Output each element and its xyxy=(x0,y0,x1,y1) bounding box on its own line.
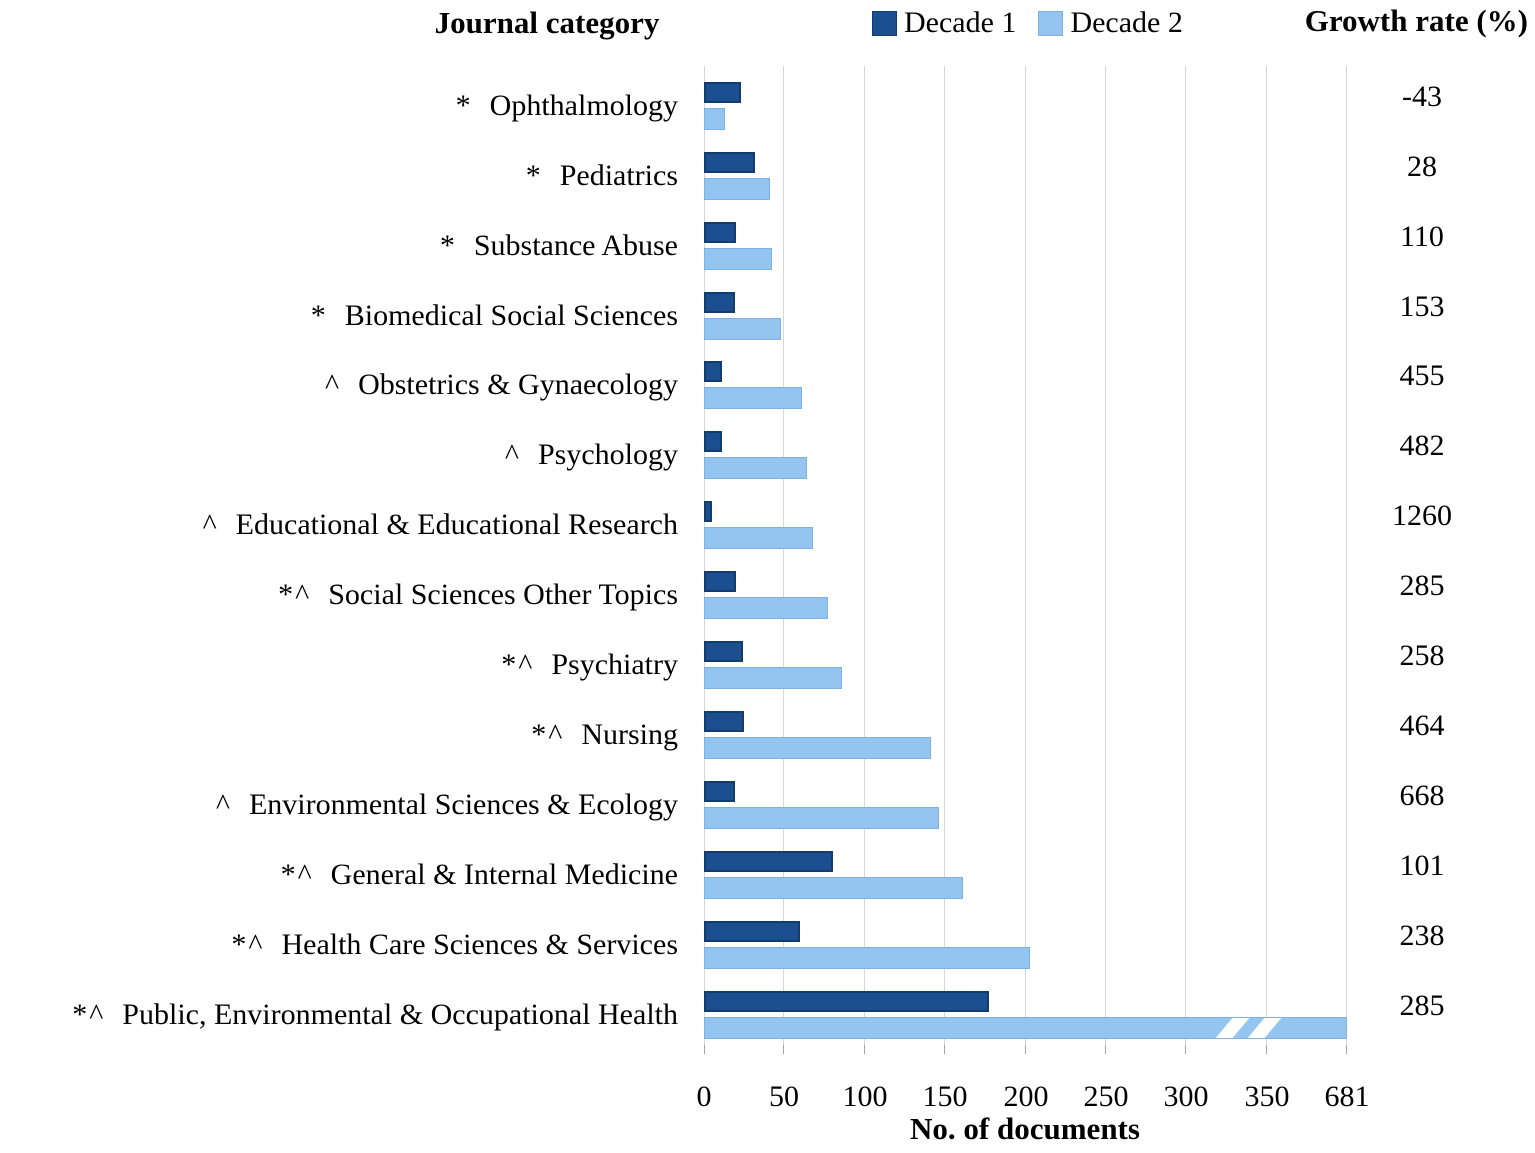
bar-decade1 xyxy=(704,501,712,522)
axis-tick xyxy=(783,1045,784,1054)
gridline xyxy=(1105,66,1106,1045)
axis-tick xyxy=(864,1045,865,1054)
bar-decade2 xyxy=(704,248,772,270)
growth-rate-value: 455 xyxy=(1399,359,1445,393)
category-name: Biomedical Social Sciences xyxy=(344,298,678,332)
bar-decade2 xyxy=(704,1017,1347,1039)
axis-tick xyxy=(1346,1045,1347,1054)
gridline xyxy=(1025,66,1026,1045)
growth-rate-value: 238 xyxy=(1399,918,1445,952)
category-symbol: * xyxy=(525,158,543,192)
category-label xyxy=(0,367,678,403)
category-symbol: * xyxy=(455,88,473,122)
bar-decade1 xyxy=(704,292,735,313)
gridline xyxy=(1266,66,1267,1045)
plot-area xyxy=(704,66,1347,1045)
category-symbol: ^ xyxy=(202,508,219,542)
growth-rate-value: 482 xyxy=(1399,429,1445,463)
category-name: Educational & Educational Research xyxy=(235,508,678,542)
category-symbol: *^ xyxy=(280,857,314,891)
bar-decade2 xyxy=(704,527,813,549)
category-symbol: *^ xyxy=(72,997,106,1031)
axis-tick xyxy=(944,1045,945,1054)
decade2-swatch-icon xyxy=(1038,11,1063,36)
bar-decade2 xyxy=(704,318,781,340)
category-symbol: *^ xyxy=(501,648,535,682)
chart-legend xyxy=(872,7,1183,39)
axis-tick xyxy=(1025,1045,1026,1054)
bar-decade2 xyxy=(704,108,725,130)
column-header-growth-rate: Growth rate (%) xyxy=(1304,3,1528,38)
axis-tick xyxy=(704,1045,705,1054)
category-name: Health Care Sciences & Services xyxy=(281,927,678,961)
bar-decade1 xyxy=(704,921,800,942)
category-symbol: *^ xyxy=(278,578,312,612)
category-label xyxy=(0,717,678,753)
category-symbol: * xyxy=(310,298,328,332)
x-tick-label: 250 xyxy=(1083,1080,1129,1113)
bar-decade2 xyxy=(704,457,807,479)
x-tick-label: 200 xyxy=(1003,1080,1049,1113)
category-label xyxy=(0,228,678,264)
growth-rate-value: 1260 xyxy=(1392,499,1452,533)
category-name: Ophthalmology xyxy=(489,88,678,122)
axis-tick xyxy=(1266,1045,1267,1054)
category-label xyxy=(0,787,678,823)
growth-rate-value: 28 xyxy=(1407,149,1437,183)
x-tick-label: 0 xyxy=(696,1080,712,1113)
growth-rate-value: 110 xyxy=(1400,219,1444,253)
category-name: Nursing xyxy=(581,718,678,752)
growth-rate-value: 153 xyxy=(1399,289,1445,323)
category-symbol: *^ xyxy=(531,718,565,752)
gridline xyxy=(1185,66,1186,1045)
category-name: Environmental Sciences & Ecology xyxy=(248,788,678,821)
legend-item-decade1 xyxy=(872,7,1016,39)
category-symbol: ^ xyxy=(325,368,342,402)
axis-tick xyxy=(1185,1045,1186,1054)
category-label xyxy=(0,88,678,124)
category-label xyxy=(0,647,678,683)
growth-rate-value: 285 xyxy=(1399,988,1445,1022)
bar-decade2 xyxy=(704,877,963,899)
x-tick-label: 100 xyxy=(842,1080,888,1113)
bar-decade2 xyxy=(704,737,931,759)
legend-item-decade2 xyxy=(1038,7,1182,39)
growth-rate-value: 668 xyxy=(1399,779,1445,812)
category-label xyxy=(0,857,678,893)
bar-decade2 xyxy=(704,387,802,409)
category-label xyxy=(0,997,678,1033)
category-name: Pediatrics xyxy=(559,158,678,192)
category-name: Public, Environmental & Occupational Health xyxy=(122,997,678,1031)
category-name: Psychology xyxy=(537,438,678,472)
x-tick-label: 350 xyxy=(1244,1080,1290,1113)
legend-label-decade2: Decade 2 xyxy=(1070,6,1183,39)
growth-rate-value: 258 xyxy=(1399,639,1445,673)
category-symbol: ^ xyxy=(504,438,521,472)
decade1-swatch-icon xyxy=(872,11,897,36)
x-tick-label: 300 xyxy=(1163,1080,1209,1113)
x-tick-label: 681 xyxy=(1324,1080,1370,1113)
bar-decade1 xyxy=(704,851,833,872)
bar-decade1 xyxy=(704,431,722,452)
category-label xyxy=(0,927,678,963)
bar-decade2 xyxy=(704,667,842,689)
column-header-journal-category: Journal category xyxy=(434,5,660,40)
category-name: General & Internal Medicine xyxy=(330,857,678,891)
category-label xyxy=(0,158,678,194)
axis-break-mark xyxy=(1215,1017,1251,1039)
bar-decade1 xyxy=(704,361,722,382)
growth-rate-value: 464 xyxy=(1399,709,1445,743)
axis-tick xyxy=(1105,1045,1106,1054)
bar-decade1 xyxy=(704,82,741,103)
bar-decade2 xyxy=(704,807,939,829)
category-label xyxy=(0,437,678,473)
category-symbol: * xyxy=(439,228,457,262)
category-name: Psychiatry xyxy=(551,648,678,682)
growth-rate-value: 285 xyxy=(1399,569,1445,603)
category-name: Substance Abuse xyxy=(473,228,678,262)
x-axis-title: No. of documents xyxy=(910,1111,1140,1146)
growth-rate-value: 101 xyxy=(1399,848,1445,882)
legend-label-decade1: Decade 1 xyxy=(904,6,1017,39)
bar-decade1 xyxy=(704,711,744,732)
category-name: Social Sciences Other Topics xyxy=(328,578,678,612)
bar-decade1 xyxy=(704,991,989,1012)
category-label xyxy=(0,298,678,334)
bar-decade1 xyxy=(704,641,743,662)
category-symbol: *^ xyxy=(231,927,265,961)
category-symbol: ^ xyxy=(215,788,232,821)
bar-decade2 xyxy=(704,947,1030,969)
bar-decade1 xyxy=(704,571,736,592)
bar-decade1 xyxy=(704,781,735,802)
axis-break-mark xyxy=(1247,1017,1283,1039)
category-name: Obstetrics & Gynaecology xyxy=(358,368,678,402)
bar-decade1 xyxy=(704,152,755,173)
bar-decade2 xyxy=(704,178,770,200)
gridline xyxy=(1346,66,1347,1045)
category-label xyxy=(0,577,678,613)
bar-decade2 xyxy=(704,597,828,619)
category-label xyxy=(0,507,678,543)
growth-rate-value: -43 xyxy=(1402,79,1442,113)
bar-decade1 xyxy=(704,222,736,243)
x-tick-label: 150 xyxy=(922,1080,968,1113)
x-tick-label: 50 xyxy=(769,1080,799,1113)
